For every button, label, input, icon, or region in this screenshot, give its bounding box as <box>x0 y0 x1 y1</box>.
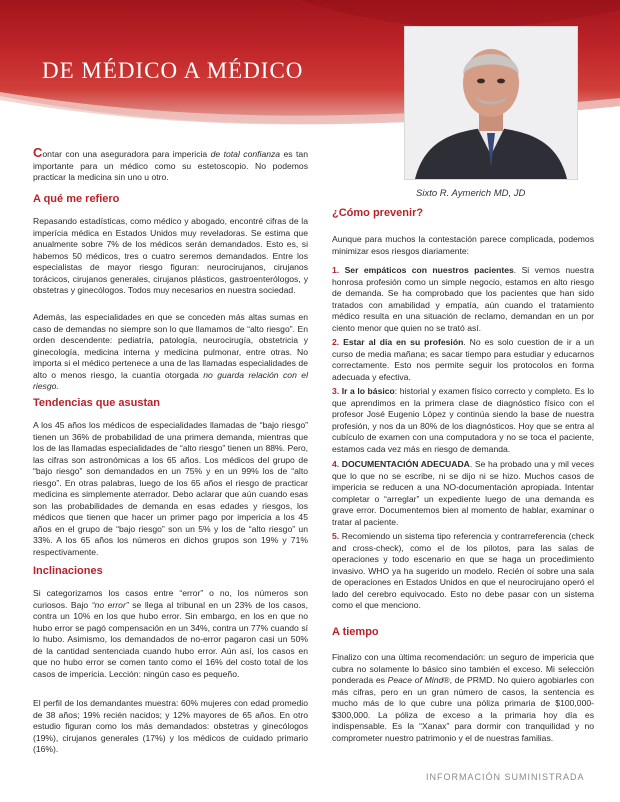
section-heading-a-tiempo: A tiempo <box>332 626 379 638</box>
paragraph-a-tiempo: Finalizo con una última recomendación: un seguro de impericia que cubra no solamente lo básico sino también el exceso. Mi selección ponderada es Peace of Mind®, de PRMD. No quiero agobiarles con más cifras, pero en un gran número de casos, la sentencia es mucho más de lo que cubre una póliza primaria de $100,000- $300,000. La póliza de exceso a la primaria hoy día es indispensable. Es la “Xanax” para dormir con tranquilidad y no comprometer nuestro patrimonio y el de nuestras familias. <box>332 652 594 743</box>
page-title: DE MÉDICO A MÉDICO <box>42 58 304 83</box>
list-item: 3. Ir a lo básico: historial y examen físico correcto y completo. Es lo que aprendimos en la primera clase de diagnóstico físico con el profesor José Eugenio López y continúa siendo la base de nuestra profesión, y nos da un 80% de los diagnósticos. Hoy que se entra al cubículo de examen con una computadora y no se toca el paciente, estamos cada vez más en riesgo de demanda. <box>332 386 595 454</box>
intro-paragraph: Contar con una aseguradora para impericia de total confianza es tan importante para un médico como su estetoscopio. No podemos practicar la medicina sin uno u otro. <box>33 145 308 182</box>
footer-text: INFORMACIÓN SUMINISTRADA <box>426 772 585 782</box>
section-heading-que-me-refiero: A qué me refiero <box>33 193 120 205</box>
photo-caption: Sixto R. Aymerich MD, JD <box>416 188 526 199</box>
paragraph-que-me-refiero-1: Repasando estadísticas, como médico y abogado, encontré cifras de la imperícia médica en Estados Unidos muy reveladoras. Se estima que anualmente sobre 7% de los médicos serán demandados. Esto es, si habemos 50 médicos, tres o cuatro seremos demandados. Entre los especialistas de mayor riesgo figuran: neurocirujanos, cirujanos torácicos, cirujanos generales, cirujanos plásticos, gastroenterólogos, y obstetras y ginecólogos. Todos muy necesarios en nuestra sociedad. <box>33 216 308 295</box>
paragraph-inclinaciones-1: Si categorizamos los casos entre “error” o no, los números son curiosos. Bajo “no error” se llega al tribunal en un 23% de los casos, contra un 10% en los que hubo error. Sin embargo, en los en que no hubo error se pagó compensación en un 34%, contra un 77% cuando sí lo hubo. Asimismo, los demandados de no-error pagaron casi un 50% de la cantidad sentenciada cuando hubo error. Aún así, los casos en que no hubo error se comen tanto como el 16% del costo total de los casos de impericia. Lección: ningún caso es pequeño. <box>33 588 308 679</box>
list-item: 2. Estar al día en su profesión. No es solo cuestion de ir a un curso de media mañana; es sacar tiempo para estudiar y educarnos correctamente. Esto nos permite seguir los protocolos en forma adecuada y efectiva. <box>332 337 594 382</box>
section-heading-prevenir: ¿Cómo prevenir? <box>332 207 424 219</box>
list-item: 5. Recomiendo un sistema tipo referencia y contrarreferencia (check and cross-check), como el de los pilotos, para las salas de operaciones y todo escenario en que se haga un procedimiento invasivo. WHO ya ha sugerido un modelo. Recién oí sobre una sala de operaciones en Estados Unidos en que el neurocirujano operó el lado del cerebro equivocado. Esto no debe pasar con un sistema como el que menciono. <box>332 531 594 610</box>
section-heading-inclinaciones: Inclinaciones <box>33 565 103 577</box>
drop-cap: C <box>33 145 43 160</box>
author-photo <box>404 26 578 180</box>
paragraph-tendencias: A los 45 años los médicos de especialidades llamadas de “bajo riesgo” tienen un 36% de probabilidad de una primera demanda, mientras que los de las llamadas especialidades de “alto riesgo” tienen un 88%. Pero, las cifras son astronómicas a los 65 años. Los médicos del grupo de “bajo riesgo” son demandados en un 75% y en un 99% los de “alto riesgo”. En otras palabras, luego de los 65 años el riesgo de practicar medicina es simplemente aterrador. Debo aclarar que aún cuando esas son las probabilidades de demanda en esas edades y riesgos, los médicos que tienen que hacer un primer pago por impericia a los 45 años en el grupo de “bajo riesgo” son un 5% y los de “alto riesgo” un 33%. A los 65 años los números en dichos grupos son 19% y 71% respectivamente. <box>33 420 308 557</box>
list-item: 4. DOCUMENTACIÓN ADECUADA. Se ha probado una y mil veces que lo que no se escribe, ni se dijo ni se hizo. Muchos casos de impericia se reducen a una NO-documentación apropiada. Intentar completar o “arreglar” un expediente luego de una demanda es grave error. Documentemos bien al momento de hablar, examinar o tratar al paciente. <box>332 459 594 527</box>
paragraph-que-me-refiero-2: Además, las especialidades en que se conceden más altas sumas en caso de demandas no siempre son lo que llamamos de “alto riesgo”. En orden descendente: pediatría, patología, neurocirugía, obstetricia y ginecología, medicina interna y medicina pulmonar, entre otras. No importa si el médico pertenece a una de las llamadas especialidades de alto o menos riesgo, la cuantía otorgada no guarda relación con el riesgo. <box>33 312 308 391</box>
list-item: 1. Ser empáticos con nuestros pacientes. Si vemos nuestra honrosa profesión como un simple negocio, estamos en alto riesgo de demanda. Se ha comprobado que los pacientes que han sido tratados con amabilidad y empatía, aún cuando el tratamiento médico resulta en una situación de reclamo, demandan en un por ciento menor que quien no se trató así. <box>332 265 594 333</box>
portrait-image <box>405 27 577 179</box>
paragraph-prevenir-intro: Aunque para muchos la contestación parece complicada, podemos minimizar esos riesgos diariamente: <box>332 234 594 256</box>
section-heading-tendencias: Tendencias que asustan <box>33 397 160 409</box>
paragraph-inclinaciones-2: El perfil de los demandantes muestra: 60% mujeres con edad promedio de 38 años; 19% recién nacidos; y 12% mayores de 65 años. En otro estudio figuran como los más demandados: obstetras y ginecólogos (19%), cirujanos generales (17%) y los médicos de cuidado primario (16%). <box>33 698 308 754</box>
